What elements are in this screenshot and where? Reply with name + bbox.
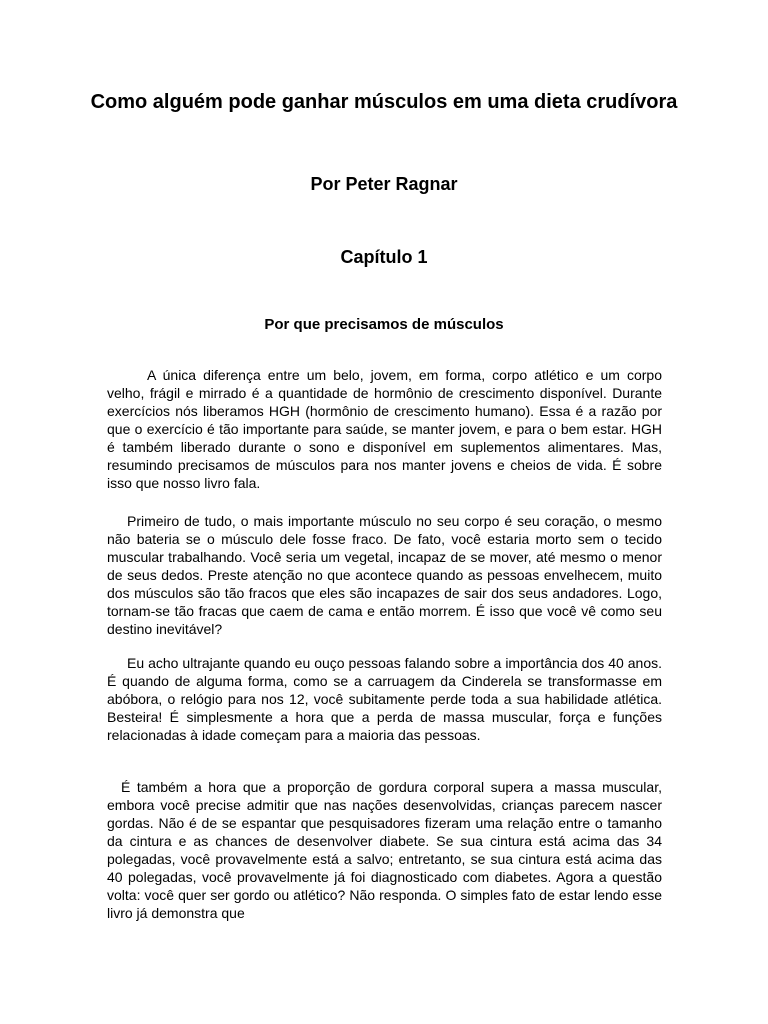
body-paragraph: Eu acho ultrajante quando eu ouço pessoas falando sobre a importância dos 40 anos. É quando de alguma forma, como se a carruagem da Cinderela se transformasse em abóbora, o relógio para nos 12, você subitamente perde toda a sua habilidade atlética. Besteira! É simplesmente a hora que a perda de massa muscular, força e funções relacionadas à idade começam para a maioria das pessoas. — [107, 655, 662, 743]
section-heading: Por que precisamos de músculos — [264, 316, 504, 333]
document-title: Como alguém pode ganhar músculos em uma dieta crudívora — [90, 91, 678, 113]
body-paragraph: Primeiro de tudo, o mais importante músculo no seu corpo é seu coração, o mesmo não bateria se o músculo dele fosse fraco. De fato, você estaria morto sem o tecido muscular trabalhando. Você seria um vegetal, incapaz de se mover, até mesmo o menor de seus dedos. Preste atenção no que acontece quando as pessoas envelhecem, muito dos músculos são tão fracos que eles são incapazes de sair dos seus andadores. Logo, tornam-se tão fracas que caem de cama e então morrem. É isso que você vê como seu destino inevitável? — [107, 513, 662, 637]
author-line: Por Peter Ragnar — [310, 174, 458, 194]
body-paragraph: É também a hora que a proporção de gordura corporal supera a massa muscular, embora você precise admitir que nas nações desenvolvidas, crianças parecem nascer gordas. Não é de se espantar que pesquisadores fizeram uma relação entre o tamanho da cintura e as chances de desenvolver diabete. Se sua cintura está acima das 34 polegadas, você provavelmente está a salvo; entretanto, se sua cintura está acima das 40 polegadas, você provavelmente já foi diagnosticado com diabetes. Agora a questão volta: você quer ser gordo ou atlético? Não responda. O simples fato de estar lendo esse livro já demonstra que — [107, 779, 662, 921]
chapter-heading: Capítulo 1 — [340, 247, 428, 267]
body-paragraph: A única diferença entre um belo, jovem, em forma, corpo atlético e um corpo velho, frágil e mirrado é a quantidade de hormônio de crescimento disponível. Durante exercícios nós liberamos HGH (hormônio de crescimento humano). Essa é a razão por que o exercício é tão importante para saúde, se manter jovem, e para o bem estar. HGH é também liberado durante o sono e disponível em suplementos alimentares. Mas, resumindo precisamos de músculos para nos manter jovens e cheios de vida. É sobre isso que nosso livro fala. — [107, 367, 662, 491]
